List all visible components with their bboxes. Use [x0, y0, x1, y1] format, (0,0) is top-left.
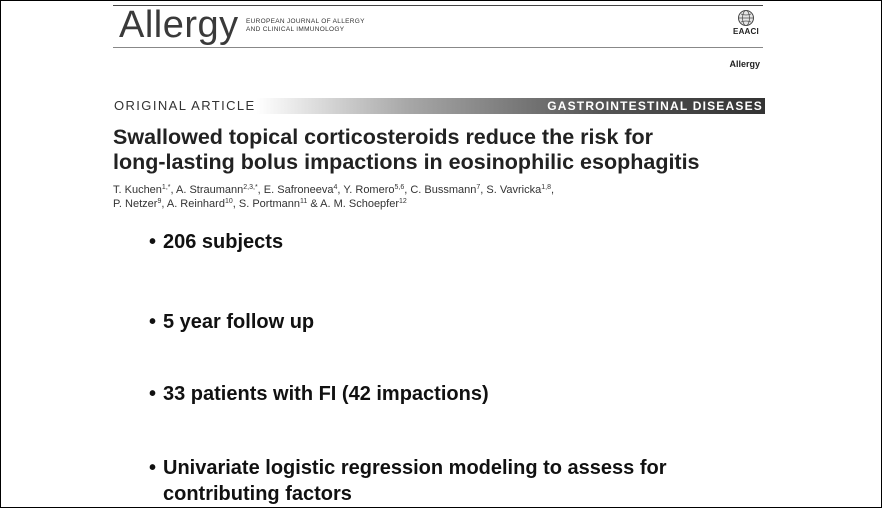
author: A. M. Schoepfer$^{12}$: [320, 198, 407, 210]
running-head: Allergy: [729, 59, 760, 69]
bullet-item: • 33 patients with FI (42 impactions): [149, 383, 489, 405]
bullet-marker: •: [149, 311, 157, 333]
author-list: [113, 183, 773, 211]
article-category: GASTROINTESTINAL DISEASES: [547, 99, 763, 113]
author: S. Portmann$^{11}$ &: [238, 198, 321, 210]
bullet-item: • 5 year follow up: [149, 311, 315, 333]
journal-subtitle-line1: EUROPEAN JOURNAL OF ALLERGY: [246, 18, 365, 25]
globe-icon: [736, 9, 756, 27]
author: A. Reinhard$^{10}$,: [166, 198, 239, 210]
author: P. Netzer$^9$,: [113, 198, 167, 210]
author: A. Straumann$^{2,3,*}$,: [176, 184, 264, 196]
journal-subtitle-line2: AND CLINICAL IMMUNOLOGY: [246, 26, 345, 33]
society-logo: [729, 9, 763, 36]
paper-title-line2: long-lasting bolus impactions in eosinophilic esophagitis: [113, 150, 700, 174]
journal-logo: Allergy: [119, 4, 239, 46]
author: Y. Romero$^{5,6}$,: [343, 184, 411, 196]
paper-title: [113, 125, 773, 175]
bullet-marker: •: [149, 231, 157, 253]
journal-subtitle: [246, 18, 365, 34]
paper-title-line1: Swallowed topical corticosteroids reduce the risk for: [113, 125, 654, 149]
author: T. Kuchen$^{1,*}$,: [113, 184, 176, 196]
society-name: EAACI: [733, 27, 759, 36]
bullet-item: • Univariate logistic regression modeling to assess for: [149, 457, 667, 479]
bullet-marker: •: [149, 457, 157, 479]
author-line1: [113, 183, 773, 197]
bullet-item: • 206 subjects: [149, 231, 284, 253]
author: S. Vavricka$^{1,8}$,: [486, 184, 555, 196]
article-type: ORIGINAL ARTICLE: [114, 98, 256, 113]
author: C. Bussmann$^7$,: [410, 184, 487, 196]
author-line2: [113, 197, 773, 211]
bullet-marker: •: [149, 383, 157, 405]
bullet-item-continuation: contributing factors: [163, 483, 352, 505]
author: E. Safroneeva$^4$,: [263, 184, 344, 196]
masthead-bottom-rule: [113, 47, 763, 48]
